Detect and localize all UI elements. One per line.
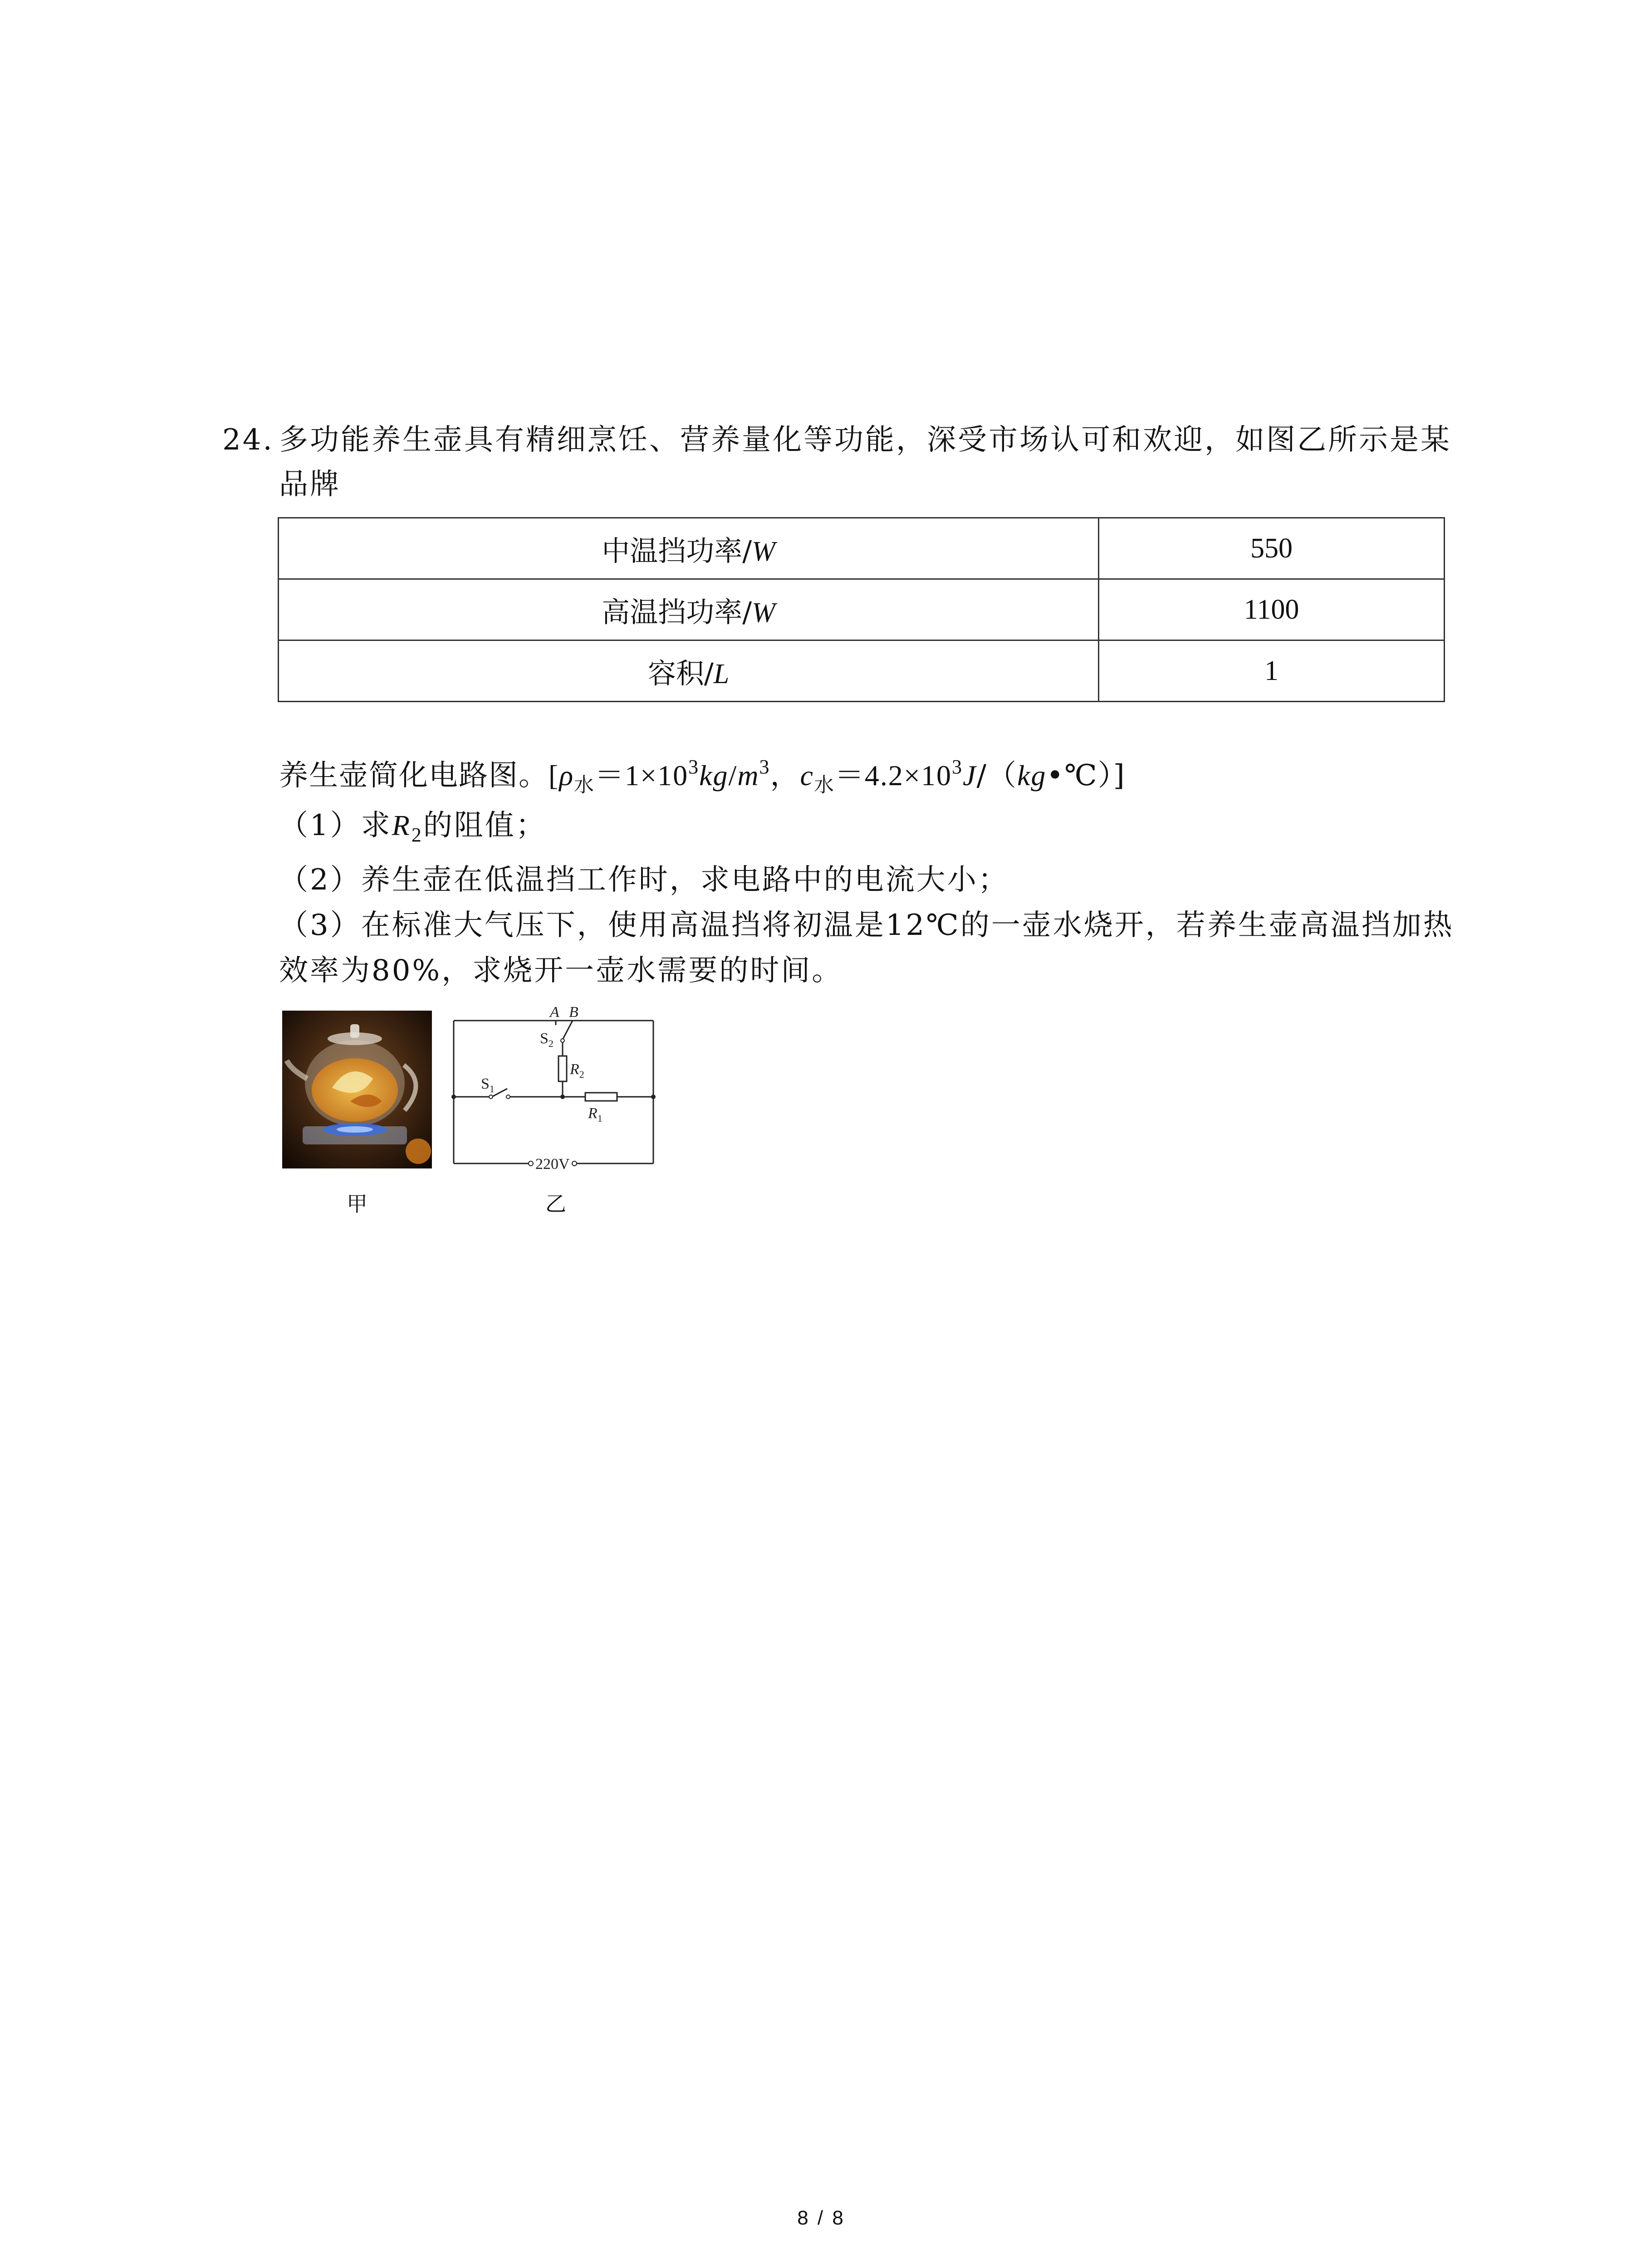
heat-capacity-value: ＝4.2×10 bbox=[834, 759, 952, 792]
unit: •℃）] bbox=[1046, 759, 1126, 792]
label-text: 容积/ bbox=[647, 656, 714, 690]
sub-question-1 bbox=[279, 805, 547, 846]
sub-question-3-line1: （3）在标准大气压下，使用高温挡将初温是12℃的一壶水烧开，若养生壶高温挡加热 bbox=[279, 909, 1454, 942]
label-s2: $S_2$ bbox=[540, 1030, 554, 1049]
table-row bbox=[279, 518, 1445, 579]
question-stem-line2: 品牌 bbox=[279, 468, 341, 501]
slash: /（ bbox=[976, 759, 1017, 792]
label-text: 中温挡功率/ bbox=[602, 534, 752, 567]
terminal-right bbox=[572, 1161, 577, 1166]
circuit-intro-formula bbox=[279, 755, 1126, 796]
rho-symbol: ρ bbox=[559, 759, 574, 792]
junction-dot bbox=[560, 1095, 565, 1099]
table-cell-value: 550 bbox=[1099, 518, 1445, 579]
label-unit: W bbox=[752, 536, 775, 567]
c-symbol: c bbox=[800, 759, 814, 792]
unit: m bbox=[737, 759, 759, 792]
table-row bbox=[279, 579, 1445, 640]
exponent: 3 bbox=[759, 756, 770, 778]
label-r1: $R_1$ bbox=[588, 1105, 603, 1124]
circuit-diagram bbox=[449, 1007, 667, 1184]
table-row bbox=[279, 640, 1445, 702]
table-cell-label bbox=[279, 579, 1099, 640]
sub-question-2: （2）养生壶在低温挡工作时，求电路中的电流大小； bbox=[279, 863, 1009, 897]
density-value: ＝1×10 bbox=[595, 759, 689, 792]
unit: J bbox=[963, 759, 977, 792]
label-r2: $R_2$ bbox=[570, 1061, 584, 1080]
comma: ， bbox=[770, 759, 800, 792]
intro-text: 养生壶简化电路图。 bbox=[279, 759, 549, 792]
page-number: 8 / 8 bbox=[797, 2207, 845, 2229]
terminal-left bbox=[529, 1161, 533, 1166]
r1-resistor bbox=[585, 1093, 617, 1101]
part1-prefix: （1）求 bbox=[279, 809, 392, 842]
part1-suffix: 的阻值； bbox=[423, 809, 547, 842]
label-unit: W bbox=[752, 597, 775, 628]
teapot-image bbox=[282, 1011, 432, 1168]
part1-sub: 2 bbox=[411, 824, 423, 846]
question-stem-line1: 多功能养生壶具有精细烹饪、营养量化等功能，深受市场认可和欢迎，如图乙所示是某 bbox=[279, 423, 1451, 457]
s2-switch-blade bbox=[563, 1021, 573, 1040]
s1-contact-right bbox=[506, 1095, 510, 1099]
label-unit: L bbox=[713, 658, 730, 689]
teapot-photo bbox=[282, 1011, 432, 1168]
table-cell-value: 1100 bbox=[1099, 579, 1445, 640]
water-subscript: 水 bbox=[813, 773, 835, 797]
water-subscript: 水 bbox=[574, 773, 595, 797]
r2-resistor bbox=[558, 1056, 567, 1081]
bracket: [ bbox=[549, 759, 559, 792]
junction-dot-left bbox=[451, 1095, 456, 1099]
exponent: 3 bbox=[688, 756, 700, 778]
label-b: B bbox=[569, 1007, 578, 1021]
label-text: 高温挡功率/ bbox=[602, 595, 752, 629]
sub-question-3-line2: 效率为80%，求烧开一壶水需要的时间。 bbox=[279, 954, 843, 987]
slash: / bbox=[728, 759, 738, 792]
question-number: 24. bbox=[222, 423, 274, 457]
table-cell-value: 1 bbox=[1099, 640, 1445, 702]
exponent: 3 bbox=[952, 756, 963, 778]
table-cell-label bbox=[279, 640, 1099, 702]
label-a: A bbox=[550, 1007, 559, 1021]
unit: kg bbox=[1017, 759, 1047, 792]
s2-contact bbox=[561, 1039, 564, 1042]
spec-table bbox=[278, 517, 1445, 702]
unit: kg bbox=[699, 759, 729, 792]
table-cell-label bbox=[279, 518, 1099, 579]
label-voltage: 220V bbox=[535, 1156, 570, 1173]
s1-contact-left bbox=[489, 1095, 493, 1099]
circuit-caption: 乙 bbox=[545, 1192, 566, 1216]
photo-caption: 甲 bbox=[347, 1192, 367, 1216]
label-s1: $S_1$ bbox=[481, 1075, 495, 1095]
junction-dot-right bbox=[651, 1095, 656, 1099]
part1-var: R bbox=[392, 809, 411, 841]
